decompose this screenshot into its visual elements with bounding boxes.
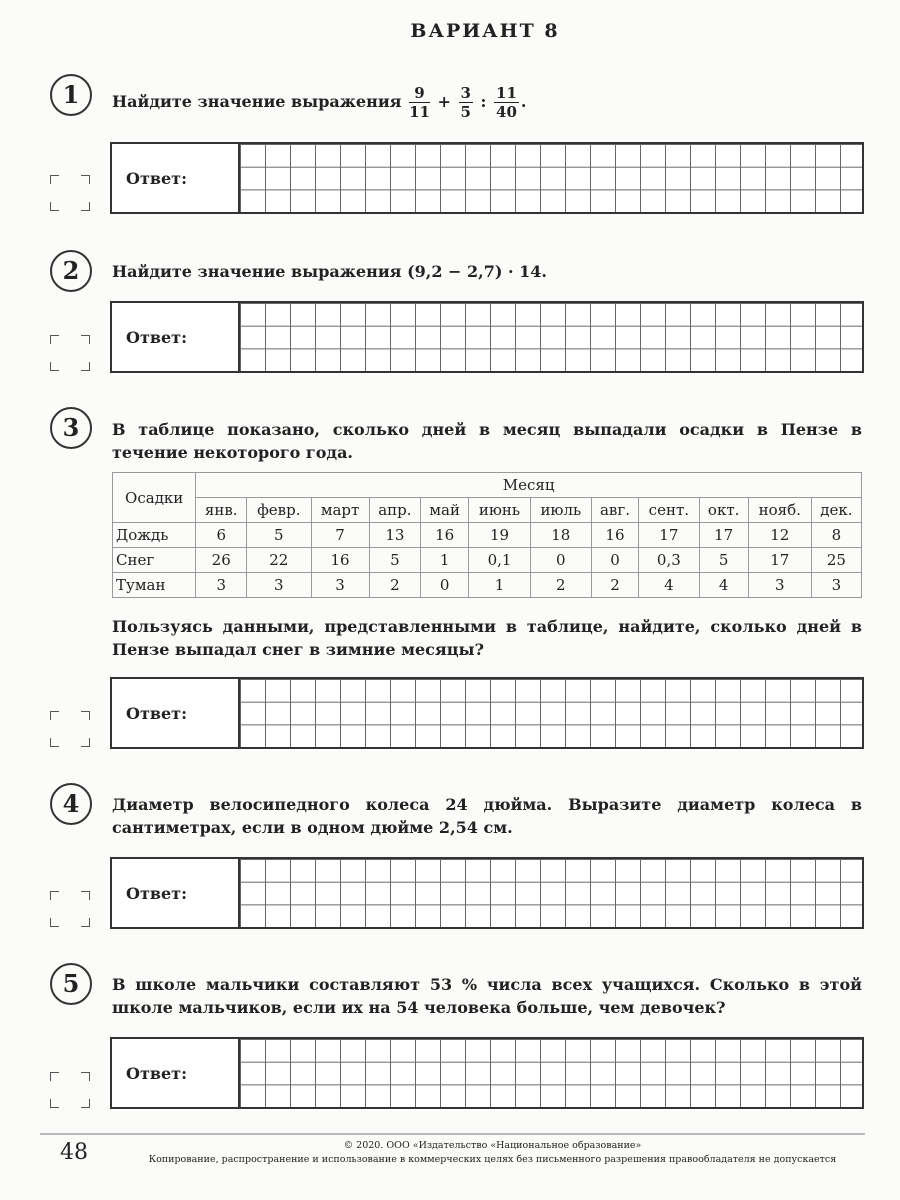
table-cell: 4 bbox=[699, 573, 748, 598]
question-3-text-2: Пользуясь данными, представленными в таблице, найдите, сколько дней в Пензе выпадал снег в зимние месяцы? bbox=[112, 617, 862, 659]
table-cell: 16 bbox=[421, 523, 469, 548]
answer-box-5[interactable] bbox=[110, 1037, 864, 1109]
table-cell: 5 bbox=[247, 523, 311, 548]
page-number: 48 bbox=[60, 1140, 88, 1165]
operator: + bbox=[437, 92, 451, 111]
question-5-text: В школе мальчики составляют 53 % числа всех учащихся. Сколько в этой школе мальчиков, если их на 54 человека больше, чем девочек? bbox=[112, 975, 862, 1017]
table-cell: 17 bbox=[748, 548, 811, 573]
denominator: 40 bbox=[496, 103, 517, 121]
table-cell: 17 bbox=[699, 523, 748, 548]
page-title: ВАРИАНТ 8 bbox=[410, 20, 560, 42]
table-cell: 3 bbox=[196, 573, 247, 598]
answer-box-3[interactable] bbox=[110, 677, 864, 749]
table-cell: 2 bbox=[530, 573, 591, 598]
scan-marks bbox=[50, 1072, 90, 1108]
month-header: сент. bbox=[639, 498, 699, 523]
scan-marks bbox=[50, 891, 90, 927]
question-1-text: Найдите значение выражения bbox=[112, 92, 402, 111]
scan-marks bbox=[50, 335, 90, 371]
table-cell: 0,1 bbox=[469, 548, 531, 573]
month-header: янв. bbox=[196, 498, 247, 523]
table-cell: 4 bbox=[639, 573, 699, 598]
answer-grid[interactable] bbox=[238, 859, 862, 927]
table-cell: 19 bbox=[469, 523, 531, 548]
table-cell: 2 bbox=[591, 573, 638, 598]
copyright: © 2020. ООО «Издательство «Национальное образование» bbox=[343, 1140, 642, 1151]
fraction bbox=[494, 84, 519, 121]
table-cell: 0 bbox=[421, 573, 469, 598]
answer-grid[interactable] bbox=[238, 1039, 862, 1107]
month-header: авг. bbox=[591, 498, 638, 523]
table-cell: 26 bbox=[196, 548, 247, 573]
copy-notice: Копирование, распространение и использование в коммерческих целях без письменного разрешения правообладателя не допускается bbox=[148, 1154, 837, 1165]
answer-label: Ответ: bbox=[126, 884, 187, 903]
table-cell: 18 bbox=[530, 523, 591, 548]
question-3-text: В таблице показано, сколько дней в месяц выпадали осадки в Пензе в течение некоторого года. bbox=[112, 420, 862, 462]
table-cell: 22 bbox=[247, 548, 311, 573]
answer-grid[interactable] bbox=[238, 144, 862, 212]
footer-divider bbox=[40, 1133, 865, 1135]
question-number: 1 bbox=[50, 74, 92, 116]
month-header: февр. bbox=[247, 498, 311, 523]
period: . bbox=[520, 92, 527, 111]
question-4-text: Диаметр велосипедного колеса 24 дюйма. Выразите диаметр колеса в сантиметрах, если в одном дюйме 2,54 см. bbox=[112, 795, 862, 837]
table-cell: 0 bbox=[591, 548, 638, 573]
answer-label: Ответ: bbox=[126, 328, 187, 347]
scan-marks bbox=[50, 711, 90, 747]
month-header: окт. bbox=[699, 498, 748, 523]
table-cell: 0 bbox=[530, 548, 591, 573]
answer-label: Ответ: bbox=[126, 169, 187, 188]
precipitation-table bbox=[112, 472, 862, 598]
fraction bbox=[459, 84, 473, 121]
month-header: май bbox=[421, 498, 469, 523]
table-cell: 16 bbox=[591, 523, 638, 548]
row-label: Дождь bbox=[113, 523, 196, 548]
table-cell: 3 bbox=[748, 573, 811, 598]
table-cell: 5 bbox=[699, 548, 748, 573]
table-group-header: Месяц bbox=[196, 473, 862, 498]
denominator: 11 bbox=[409, 103, 430, 121]
table-cell: 13 bbox=[369, 523, 421, 548]
answer-box-1[interactable] bbox=[110, 142, 864, 214]
table-cell: 17 bbox=[639, 523, 699, 548]
month-header: нояб. bbox=[748, 498, 811, 523]
month-header: дек. bbox=[811, 498, 861, 523]
numerator: 3 bbox=[460, 84, 471, 102]
table-cell: 6 bbox=[196, 523, 247, 548]
table-cell: 7 bbox=[311, 523, 369, 548]
numerator: 11 bbox=[496, 84, 517, 102]
month-header: апр. bbox=[369, 498, 421, 523]
numerator: 9 bbox=[409, 84, 430, 103]
table-cell: 12 bbox=[748, 523, 811, 548]
table-cell: 3 bbox=[811, 573, 861, 598]
answer-box-2[interactable] bbox=[110, 301, 864, 373]
table-cell: 1 bbox=[469, 573, 531, 598]
month-header: март bbox=[311, 498, 369, 523]
month-header: июль bbox=[530, 498, 591, 523]
table-cell: 16 bbox=[311, 548, 369, 573]
fraction bbox=[409, 84, 430, 121]
question-number: 5 bbox=[50, 963, 92, 1005]
question-number: 4 bbox=[50, 783, 92, 825]
month-header: июнь bbox=[469, 498, 531, 523]
row-label: Туман bbox=[113, 573, 196, 598]
table-cell: 3 bbox=[247, 573, 311, 598]
scan-marks bbox=[50, 175, 90, 211]
table-cell: 1 bbox=[421, 548, 469, 573]
answer-box-4[interactable] bbox=[110, 857, 864, 929]
table-cell: 2 bbox=[369, 573, 421, 598]
table-cell: 5 bbox=[369, 548, 421, 573]
denominator: 5 bbox=[460, 103, 471, 121]
operator: : bbox=[480, 92, 487, 111]
table-cell: 8 bbox=[811, 523, 861, 548]
answer-grid[interactable] bbox=[238, 679, 862, 747]
table-cell: 0,3 bbox=[639, 548, 699, 573]
question-2-text: Найдите значение выражения (9,2 − 2,7) · 14. bbox=[112, 262, 547, 281]
answer-label: Ответ: bbox=[126, 704, 187, 723]
question-text bbox=[112, 84, 862, 121]
table-cell: 3 bbox=[311, 573, 369, 598]
question-number: 2 bbox=[50, 250, 92, 292]
row-label: Снег bbox=[113, 548, 196, 573]
answer-grid[interactable] bbox=[238, 303, 862, 371]
table-corner: Осадки bbox=[113, 473, 196, 523]
table-cell: 25 bbox=[811, 548, 861, 573]
question-number: 3 bbox=[50, 407, 92, 449]
answer-label: Ответ: bbox=[126, 1064, 187, 1083]
